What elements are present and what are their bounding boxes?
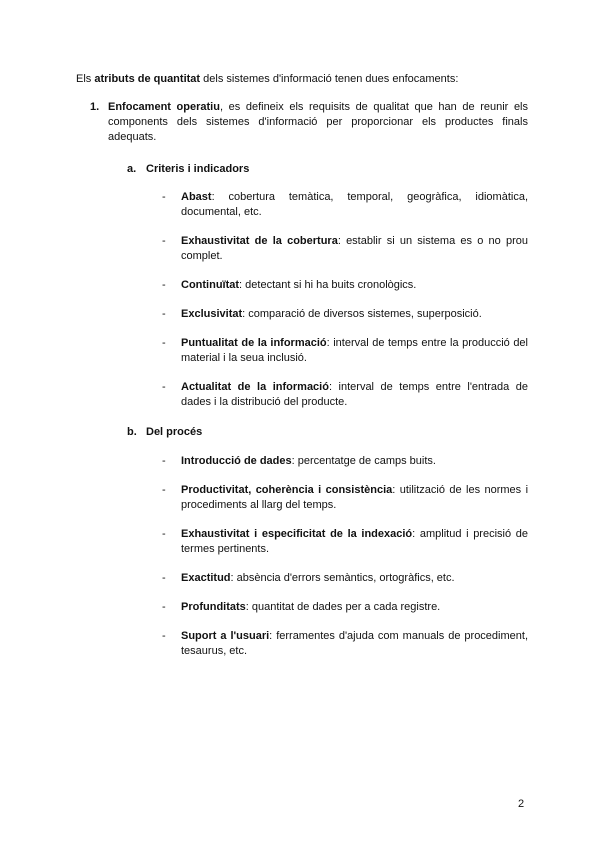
- bullet-dash: -: [162, 279, 166, 291]
- item-bold: Enfocament operatiu: [108, 101, 220, 113]
- bullet-dash: -: [162, 601, 166, 613]
- bullet-item: [162, 483, 528, 513]
- section-a-heading: [127, 162, 249, 177]
- bullet-term: Productivitat, coherència i consistència: [181, 484, 393, 496]
- bullet-body: [181, 629, 528, 659]
- bullet-desc: : utilització de les normes i procediments al llarg del temps.: [181, 484, 529, 511]
- bullet-term: Puntualitat de la informació: [181, 337, 327, 349]
- bullet-desc: : quantitat de dades per a cada registre.: [245, 601, 441, 613]
- bullet-desc: : interval de temps entre l'entrada de dades i la distribució del producte.: [181, 381, 528, 408]
- bullet-dash: -: [162, 381, 166, 393]
- bullet-desc: : percentatge de camps buits.: [291, 455, 436, 467]
- bullet-body: [181, 527, 528, 557]
- bullet-dash: -: [162, 572, 166, 584]
- section-letter: b.: [127, 426, 137, 438]
- bullet-item: [162, 336, 528, 366]
- bullet-desc: : comparació de diversos sistemes, superposició.: [242, 308, 482, 320]
- bullet-desc: : amplitud i precisió de termes pertinents.: [181, 528, 528, 555]
- bullet-desc: : absència d'errors semàntics, ortogràfics, etc.: [230, 572, 455, 584]
- bullet-item: [162, 307, 528, 322]
- bullet-dash: -: [162, 630, 166, 642]
- bullet-item: [162, 527, 528, 557]
- section-b-heading: [127, 425, 202, 440]
- intro-bold: atributs de quantitat: [94, 73, 201, 85]
- bullet-term: Exhaustivitat de la cobertura: [181, 235, 338, 247]
- bullet-item: [162, 278, 528, 293]
- bullet-dash: -: [162, 308, 166, 320]
- bullet-item: [162, 600, 528, 615]
- item-text: [108, 100, 528, 145]
- bullet-body: [181, 190, 528, 220]
- intro-paragraph: [76, 72, 536, 87]
- bullet-desc: : cobertura temàtica, temporal, geogràfica, idiomàtica, documental, etc.: [181, 191, 528, 218]
- bullet-term: Continuïtat: [181, 279, 240, 291]
- bullet-dash: -: [162, 455, 166, 467]
- bullet-item: [162, 629, 528, 659]
- intro-prefix: Els: [76, 73, 95, 85]
- bullet-dash: -: [162, 191, 166, 203]
- bullet-desc: : establir si un sistema es o no prou complet.: [181, 235, 528, 262]
- bullet-dash: -: [162, 235, 166, 247]
- bullet-dash: -: [162, 337, 166, 349]
- bullet-term: Suport a l'usuari: [181, 630, 270, 642]
- bullet-dash: -: [162, 484, 166, 496]
- bullet-body: [181, 278, 528, 293]
- bullet-desc: : ferramentes d'ajuda com manuals de procediment, tesaurus, etc.: [181, 630, 528, 657]
- bullet-term: Exclusivitat: [181, 308, 243, 320]
- bullet-desc: : detectant si hi ha buits cronològics.: [239, 279, 417, 291]
- bullet-body: [181, 483, 528, 513]
- intro-suffix: dels sistemes d'informació tenen dues enfocaments:: [200, 73, 459, 85]
- bullet-term: Introducció de dades: [181, 455, 292, 467]
- bullet-body: [181, 571, 528, 586]
- bullet-item: [162, 380, 528, 410]
- bullet-term: Profunditats: [181, 601, 246, 613]
- bullet-body: [181, 234, 528, 264]
- section-title: Criteris i indicadors: [146, 163, 250, 175]
- bullet-desc: : interval de temps entre la producció del material i la seua inclusió.: [181, 337, 528, 364]
- bullet-term: Actualitat de la informació: [181, 381, 329, 393]
- bullet-item: [162, 190, 528, 220]
- bullet-term: Exhaustivitat i especificitat de la indexació: [181, 528, 413, 540]
- section-letter: a.: [127, 163, 137, 175]
- bullet-body: [181, 380, 528, 410]
- page-number: 2: [518, 798, 525, 810]
- bullet-term: Exactitud: [181, 572, 231, 584]
- bullet-term: Abast: [181, 191, 212, 203]
- bullet-item: [162, 454, 528, 469]
- bullet-body: [181, 454, 528, 469]
- section-title: Del procés: [146, 426, 203, 438]
- bullet-item: [162, 571, 528, 586]
- item-desc: , es defineix els requisits de qualitat que han de reunir els components dels sistemes d'informació per proporcionar els productes finals adequats.: [108, 101, 528, 143]
- bullet-body: [181, 336, 528, 366]
- bullet-item: [162, 234, 528, 264]
- numbered-item-1: [90, 100, 528, 145]
- item-number: 1.: [90, 101, 100, 113]
- bullet-body: [181, 600, 528, 615]
- bullet-body: [181, 307, 528, 322]
- bullet-dash: -: [162, 528, 166, 540]
